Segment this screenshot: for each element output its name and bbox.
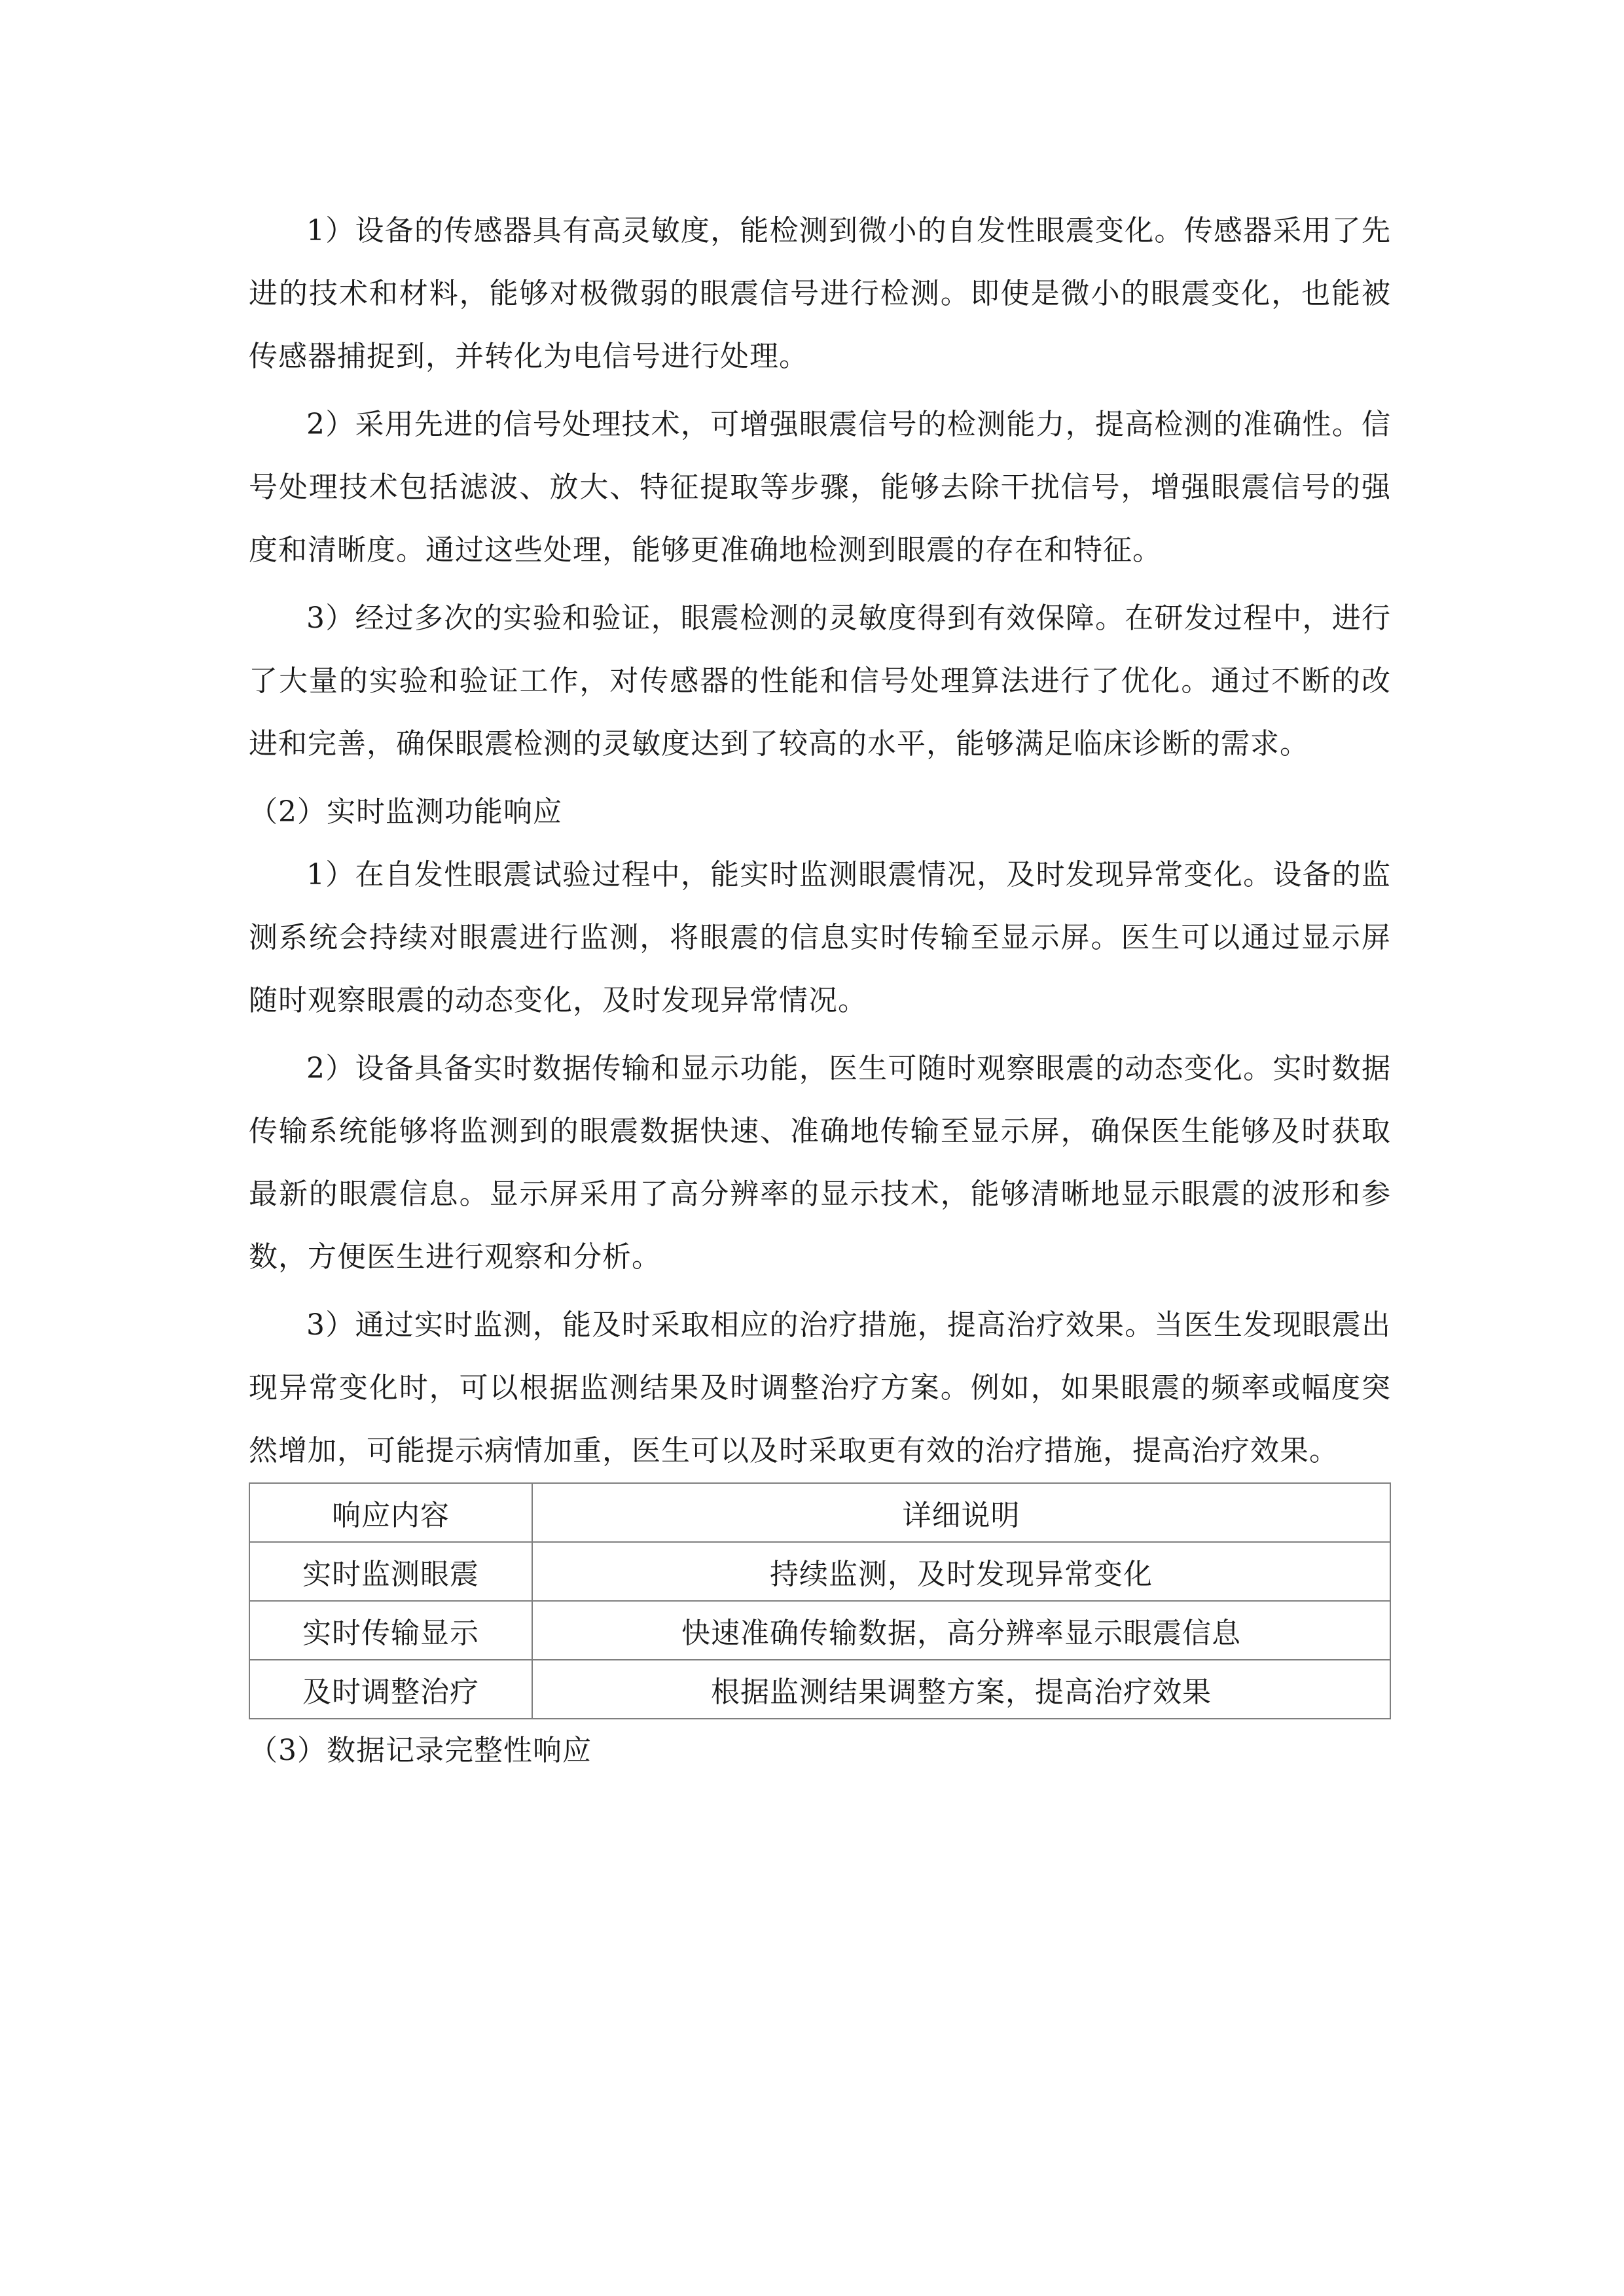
- paragraph-realtime-transmission: 2）设备具备实时数据传输和显示功能，医生可随时观察眼震的动态变化。实时数据传输系统能够将监测到的眼震数据快速、准确地传输至显示屏，确保医生能够及时获取最新的眼震信息。显示屏采用了高分辨率的显示技术，能够清晰地显示眼震的波形和参数，方便医生进行观察和分析。: [249, 1052, 1391, 1274]
- section-heading-realtime-monitoring: （2）实时监测功能响应: [249, 795, 562, 829]
- table-row: [249, 1542, 1390, 1601]
- paragraph-realtime-monitoring: 1）在自发性眼震试验过程中，能实时监测眼震情况，及时发现异常变化。设备的监测系统会持续对眼震进行监测，将眼震的信息实时传输至显示屏。医生可以通过显示屏随时观察眼震的动态变化，及时发现异常情况。: [249, 858, 1391, 1017]
- table-cell: 实时传输显示: [249, 1601, 532, 1660]
- table-cell: 根据监测结果调整方案，提高治疗效果: [532, 1660, 1390, 1719]
- section-heading-data-record: （3）数据记录完整性响应: [249, 1734, 592, 1767]
- response-table: [249, 1482, 1391, 1719]
- table-header-row: [249, 1483, 1390, 1542]
- paragraph-experiment-validation: 3）经过多次的实验和验证，眼震检测的灵敏度得到有效保障。在研发过程中，进行了大量的实验和验证工作，对传感器的性能和信号处理算法进行了优化。通过不断的改进和完善，确保眼震检测的灵敏度达到了较高的水平，能够满足临床诊断的需求。: [249, 601, 1391, 761]
- table-cell: 快速准确传输数据，高分辨率显示眼震信息: [532, 1601, 1390, 1660]
- paragraph-signal-processing: 2）采用先进的信号处理技术，可增强眼震信号的检测能力，提高检测的准确性。信号处理技术包括滤波、放大、特征提取等步骤，能够去除干扰信号，增强眼震信号的强度和清晰度。通过这些处理，能够更准确地检测到眼震的存在和特征。: [249, 408, 1391, 567]
- table-header-cell: 响应内容: [249, 1483, 532, 1542]
- table-cell: 实时监测眼震: [249, 1542, 532, 1601]
- paragraph-sensor-sensitivity: 1）设备的传感器具有高灵敏度，能检测到微小的自发性眼震变化。传感器采用了先进的技术和材料，能够对极微弱的眼震信号进行检测。即使是微小的眼震变化，也能被传感器捕捉到，并转化为电信号进行处理。: [249, 214, 1391, 373]
- table-cell: 及时调整治疗: [249, 1660, 532, 1719]
- document-page: [249, 200, 1391, 1782]
- table-header-cell: 详细说明: [532, 1483, 1390, 1542]
- table-cell: 持续监测，及时发现异常变化: [532, 1542, 1390, 1601]
- paragraph-treatment-adjustment: 3）通过实时监测，能及时采取相应的治疗措施，提高治疗效果。当医生发现眼震出现异常变化时，可以根据监测结果及时调整治疗方案。例如，如果眼震的频率或幅度突然增加，可能提示病情加重，医生可以及时采取更有效的治疗措施，提高治疗效果。: [249, 1308, 1391, 1467]
- table-row: [249, 1601, 1390, 1660]
- table-row: [249, 1660, 1390, 1719]
